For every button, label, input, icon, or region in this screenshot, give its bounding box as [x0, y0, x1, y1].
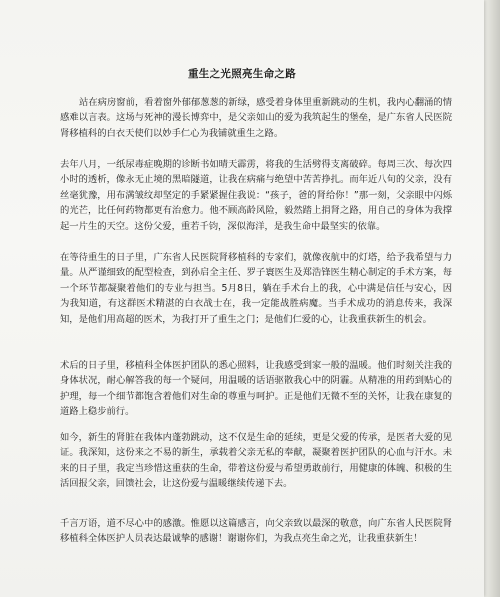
- paragraph-3: 在等待重生的日子里，广东省人民医院肾移植科的专家们，就像夜航中的灯塔，给予我希望与力量。从严谨细致的配型检查，到孙启全主任、罗子寰医生及郑浩锋医生精心制定的手术方案，每一个环节都凝聚着他们的专业与担当。5月8日，躺在手术台上的我，心中满是信任与安心，因为我知道，有这群医术精湛的白衣战士在，我一定能战胜病魔。当手术成功的消息传来，我深知，是他们用高超的医术，为我打开了重生之门；是他们仁爱的心，让我重获新生的机会。: [60, 252, 452, 325]
- paragraph-5: 如今，新生的肾脏在我体内蓬勃跳动，这不仅是生命的延续，更是父爱的传承，是医者大爱的见证。我深知，这份来之不易的新生，承载着父亲无私的奉献，凝聚着医护团队的心血与汗水。未来的日子里，我定当珍惜这重获的生命，带着这份爱与希望勇敢前行，用健康的体魄、积极的生活回报父亲，回馈社会，让这份爱与温暖继续传递下去。: [60, 432, 452, 490]
- paragraph-1: 站在病房窗前，看着窗外郁郁葱葱的新绿，感受着身体里重新跳动的生机，我内心翻涌的情感难以言表。这场与死神的漫长博弈中，是父亲如山的爱为我筑起生的堡垒，是广东省人民医院肾移植科的白衣天使们以妙手仁心为我铺就重生之路。: [60, 97, 452, 139]
- paragraph-6: 千言万语，道不尽心中的感激。惟愿以这篇感言，向父亲致以最深的敬意，向广东省人民医院肾移植科全体医护人员表达最诚挚的感谢！谢谢你们，为我点亮生命之光，让我重获新生！: [60, 518, 452, 545]
- paragraph-2: 去年八月，一纸尿毒症晚期的诊断书如晴天霹雳，将我的生活劈得支离破碎。每周三次、每次四小时的透析，像永无止境的黑暗隧道，让我在病痛与绝望中苦苦挣扎。而年近八旬的父亲，没有丝毫犹豫，用布满皱纹却坚定的手紧紧握住我说：“孩子，爸的肾给你！”那一刻，父亲眼中闪烁的光芒，比任何药物都更有治愈力。他不顾高龄风险，毅然踏上捐肾之路，用自己的身体为我撑起一片生的天空。这份父爱，重若千钧，深似海洋，是我生命中最坚实的依靠。: [60, 159, 452, 232]
- background-edge: [484, 0, 500, 597]
- letter-title: 重生之光照亮生命之路: [188, 68, 296, 80]
- paragraph-4: 术后的日子里，移植科全体医护团队的悉心照料，让我感受到家一般的温暖。他们时刻关注我的身体状况，耐心解答我的每一个疑问，用温暖的话语驱散我心中的阴霾。从精准的用药到贴心的护理，每一个细节都饱含着他们对生命的尊重与呵护。正是他们无微不至的关怀，让我在康复的道路上稳步前行。: [60, 360, 452, 418]
